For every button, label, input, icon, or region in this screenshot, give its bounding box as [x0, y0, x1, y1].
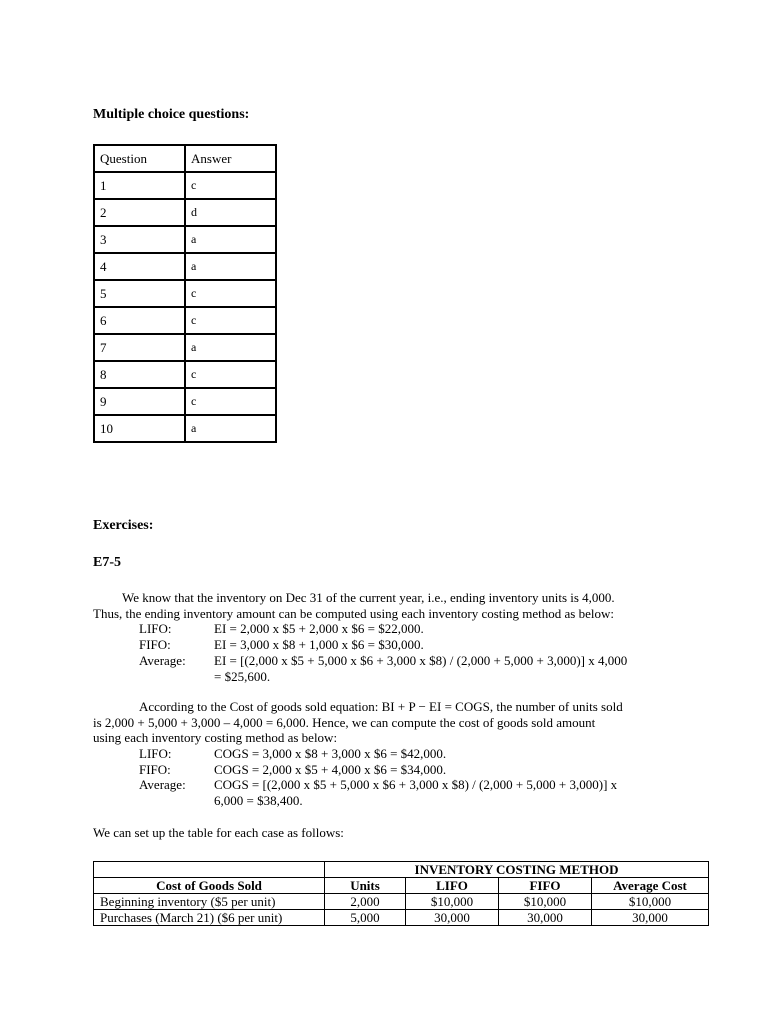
- question-number-cell: 6: [94, 307, 185, 334]
- question-number-cell: 1: [94, 172, 185, 199]
- table-row: [94, 253, 276, 280]
- method-label: LIFO:: [139, 621, 172, 636]
- method-label: FIFO:: [139, 762, 171, 777]
- question-number-cell: 3: [94, 226, 185, 253]
- cell-lifo: $10,000: [406, 894, 499, 910]
- e7-5-heading: E7-5: [93, 555, 121, 570]
- column-header-row: [94, 878, 709, 894]
- ei-row-lifo: [139, 621, 424, 637]
- paragraph-cogs: [93, 699, 673, 746]
- answer-cell: a: [185, 334, 276, 361]
- method-formula: COGS = 3,000 x $8 + 3,000 x $6 = $42,000.: [214, 746, 447, 761]
- answer-cell: c: [185, 280, 276, 307]
- table-row: [94, 226, 276, 253]
- formula-line: EI = [(2,000 x $5 + 5,000 x $6 + 3,000 x $8) / (2,000 + 5,000 + 3,000)] x 4,000: [214, 653, 628, 668]
- question-number-cell: 10: [94, 415, 185, 442]
- table-row: [94, 280, 276, 307]
- cell-average: 30,000: [592, 910, 709, 926]
- column-header: FIFO: [499, 878, 592, 894]
- cell-fifo: $10,000: [499, 894, 592, 910]
- method-formula: COGS = 2,000 x $5 + 4,000 x $6 = $34,000.: [214, 762, 447, 777]
- paragraph-line: is 2,000 + 5,000 + 3,000 – 4,000 = 6,000. Hence, we can compute the cost of goods sold amount: [93, 714, 596, 730]
- table-row: [94, 307, 276, 334]
- method-label: Average:: [139, 653, 186, 668]
- answer-cell: c: [185, 307, 276, 334]
- method-formula: EI = 3,000 x $8 + 1,000 x $6 = $30,000.: [214, 637, 424, 652]
- question-number-cell: 5: [94, 280, 185, 307]
- cell-average: $10,000: [592, 894, 709, 910]
- table-row: [94, 910, 709, 926]
- formula-continuation: 6,000 = $38,400.: [214, 792, 303, 808]
- mcq-header-row: [94, 145, 276, 172]
- mcq-answer-table: [93, 144, 277, 443]
- cell-units: 2,000: [325, 894, 406, 910]
- answer-cell: d: [185, 199, 276, 226]
- cell-units: 5,000: [325, 910, 406, 926]
- cell-lifo: 30,000: [406, 910, 499, 926]
- question-number-cell: 2: [94, 199, 185, 226]
- paragraph-line: We know that the inventory on Dec 31 of the current year, i.e., ending inventory units is 4,000.: [122, 590, 615, 605]
- method-formula: [214, 653, 627, 684]
- answer-cell: c: [185, 361, 276, 388]
- paragraph-line: According to the Cost of goods sold equation: BI + P − EI = COGS, the number of units sold: [139, 699, 623, 714]
- row-label: Purchases (March 21) ($6 per unit): [94, 910, 325, 926]
- method-label: FIFO:: [139, 637, 171, 652]
- cogs-row-lifo: [139, 746, 447, 762]
- table-row: [94, 894, 709, 910]
- exercises-heading: Exercises:: [93, 518, 154, 533]
- table-row: [94, 361, 276, 388]
- column-header: Units: [325, 878, 406, 894]
- table-intro-text: We can set up the table for each case as follows:: [93, 825, 344, 840]
- column-header: Cost of Goods Sold: [94, 878, 325, 894]
- group-header-cell: INVENTORY COSTING METHOD: [325, 862, 709, 878]
- question-number-cell: 7: [94, 334, 185, 361]
- paragraph-line: using each inventory costing method as below:: [93, 730, 338, 745]
- column-header: Average Cost: [592, 878, 709, 894]
- answer-cell: a: [185, 226, 276, 253]
- question-number-cell: 4: [94, 253, 185, 280]
- table-row: [94, 172, 276, 199]
- table-row: [94, 415, 276, 442]
- mcq-header-question: Question: [94, 145, 185, 172]
- cell-fifo: 30,000: [499, 910, 592, 926]
- mcq-table-body: [94, 145, 276, 442]
- answer-cell: c: [185, 172, 276, 199]
- inventory-costing-table: [93, 861, 709, 926]
- answer-cell: c: [185, 388, 276, 415]
- ei-row-average: [139, 653, 628, 684]
- formula-line: COGS = [(2,000 x $5 + 5,000 x $6 + 3,000 x $8) / (2,000 + 5,000 + 3,000)] x: [214, 777, 618, 792]
- method-label: Average:: [139, 777, 186, 792]
- method-formula: EI = 2,000 x $5 + 2,000 x $6 = $22,000.: [214, 621, 424, 636]
- row-label: Beginning inventory ($5 per unit): [94, 894, 325, 910]
- ei-row-fifo: [139, 637, 424, 653]
- group-header-row: [94, 862, 709, 878]
- empty-header-cell: [94, 862, 325, 878]
- table-row: [94, 388, 276, 415]
- table-row: [94, 334, 276, 361]
- method-label: LIFO:: [139, 746, 172, 761]
- answer-cell: a: [185, 415, 276, 442]
- table-row: [94, 199, 276, 226]
- question-number-cell: 8: [94, 361, 185, 388]
- method-formula: [214, 777, 617, 808]
- cogs-row-fifo: [139, 762, 447, 778]
- paragraph-ending-inventory: [93, 590, 673, 621]
- answer-cell: a: [185, 253, 276, 280]
- cogs-row-average: [139, 777, 618, 808]
- mcq-header-answer: Answer: [185, 145, 276, 172]
- column-header: LIFO: [406, 878, 499, 894]
- question-number-cell: 9: [94, 388, 185, 415]
- paragraph-line: Thus, the ending inventory amount can be computed using each inventory costing method as below:: [93, 605, 614, 621]
- mcq-heading: Multiple choice questions:: [93, 107, 250, 122]
- formula-continuation: = $25,600.: [214, 668, 271, 684]
